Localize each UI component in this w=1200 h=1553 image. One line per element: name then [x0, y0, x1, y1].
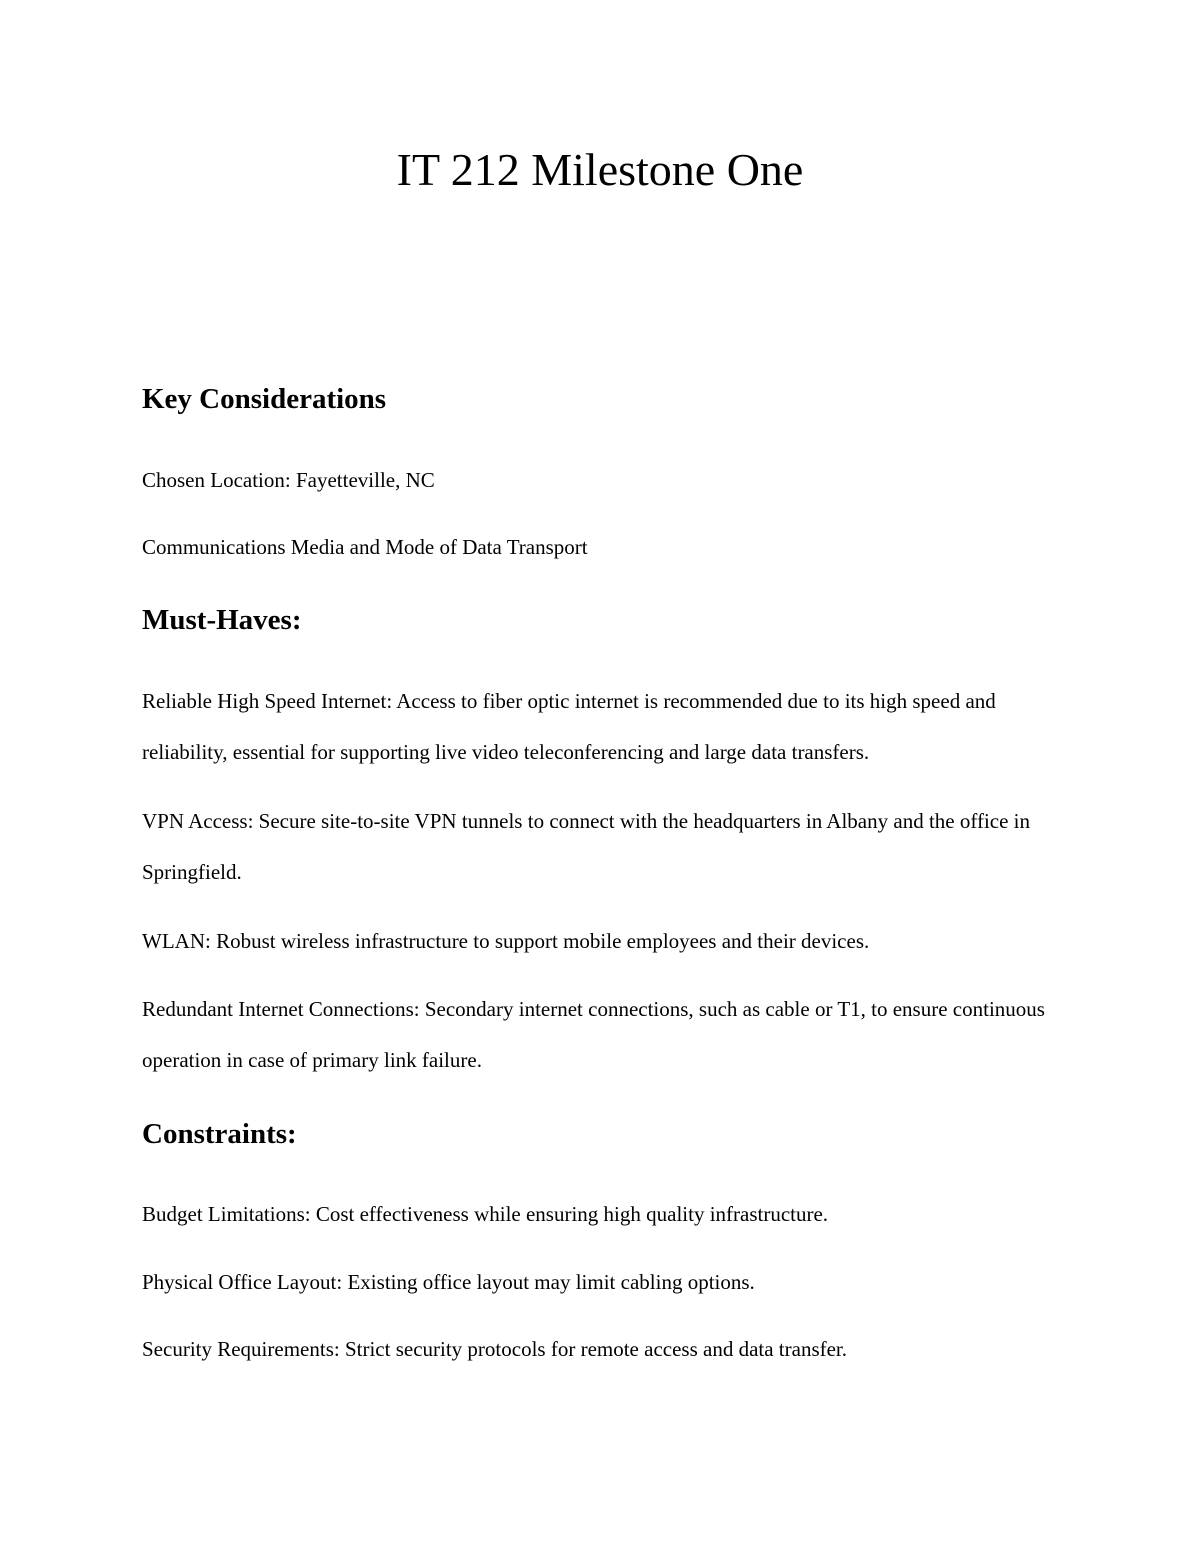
- constraint-item: Security Requirements: Strict security protocols for remote access and data transfer.: [142, 1337, 848, 1361]
- communications-media-text: Communications Media and Mode of Data Transport: [142, 535, 588, 559]
- must-have-item: Reliable High Speed Internet: Access to fiber optic internet is recommended due to its high speed and reliability, essential for supporting live video teleconferencing and large data transfers.: [142, 689, 996, 764]
- must-have-item: WLAN: Robust wireless infrastructure to support mobile employees and their devices.: [142, 929, 870, 953]
- chosen-location-text: Chosen Location: Fayetteville, NC: [142, 468, 435, 492]
- section-heading-key-considerations: Key Considerations: [142, 383, 387, 415]
- must-have-item: VPN Access: Secure site-to-site VPN tunnels to connect with the headquarters in Albany and the office in Springfield.: [142, 809, 1031, 884]
- document-title: IT 212 Milestone One: [396, 144, 804, 195]
- section-heading-must-haves: Must-Haves:: [142, 604, 302, 636]
- must-have-item: Redundant Internet Connections: Secondary internet connections, such as cable or T1, to ensure continuous operation in case of primary link failure.: [142, 997, 1045, 1072]
- constraint-item: Budget Limitations: Cost effectiveness while ensuring high quality infrastructure.: [142, 1202, 829, 1226]
- constraint-item: Physical Office Layout: Existing office layout may limit cabling options.: [142, 1270, 755, 1294]
- section-heading-constraints: Constraints:: [142, 1118, 297, 1150]
